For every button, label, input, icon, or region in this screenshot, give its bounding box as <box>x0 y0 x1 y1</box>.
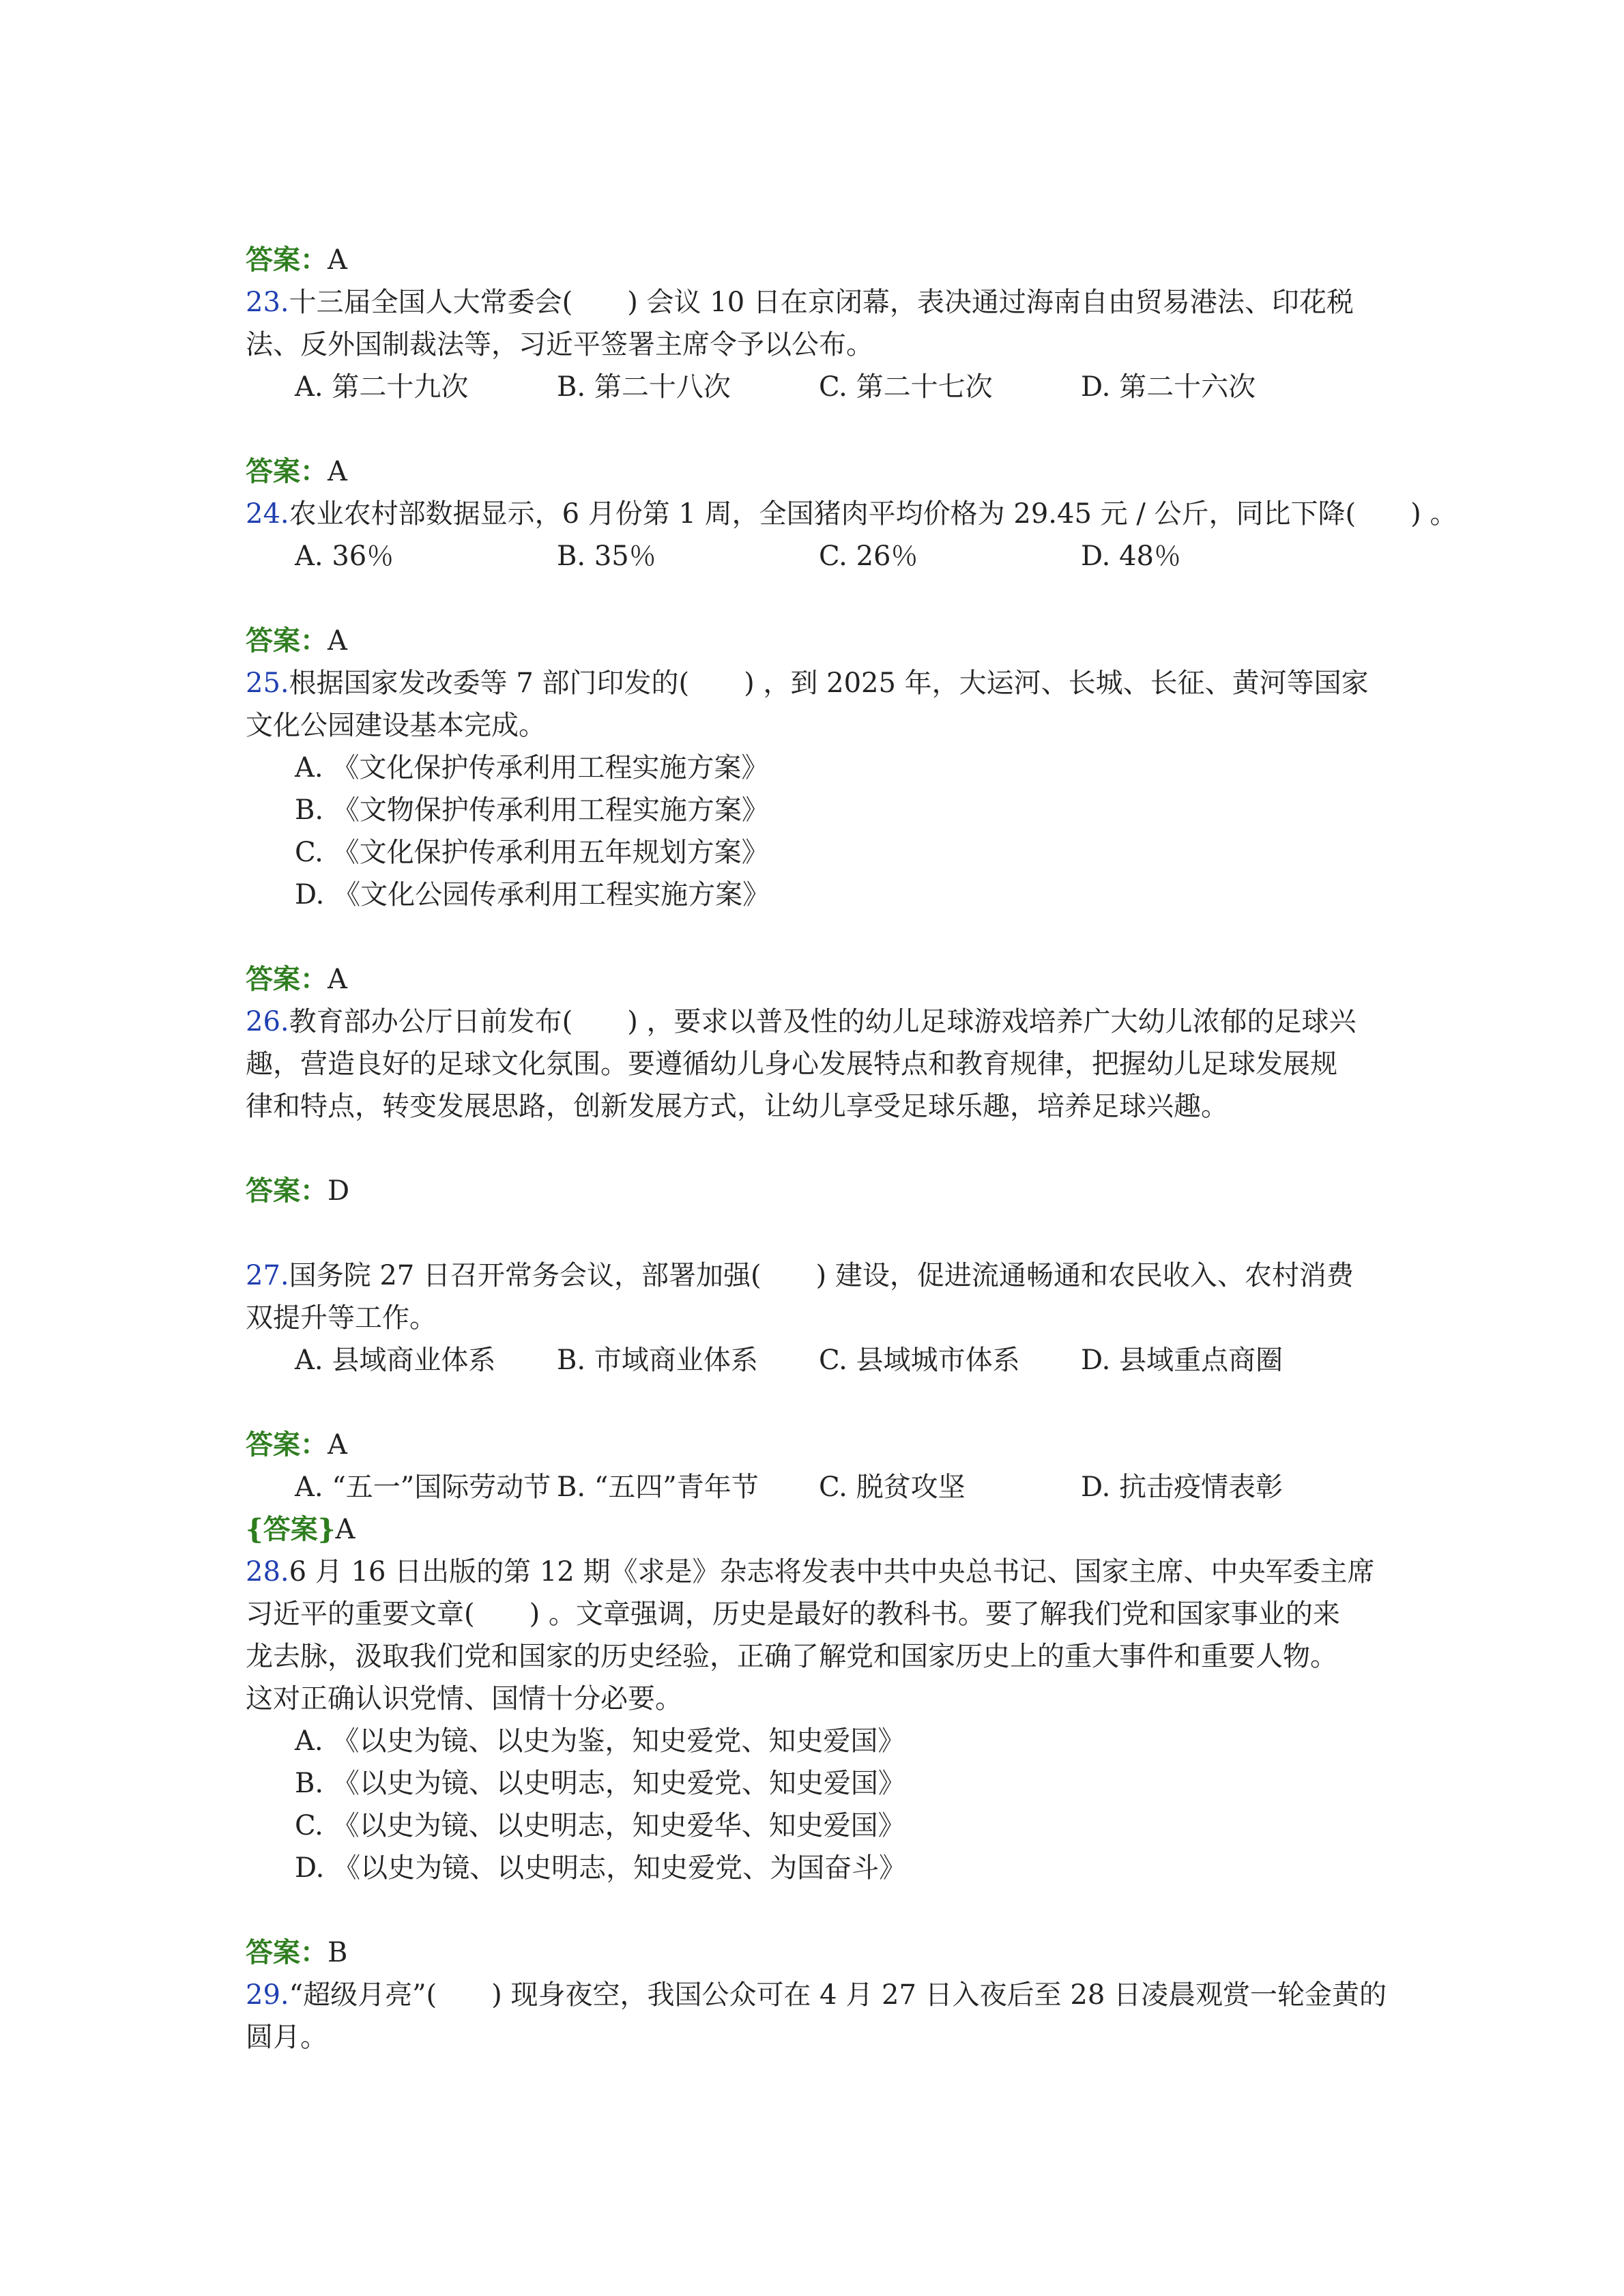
answer-line <box>246 1508 1474 1551</box>
answer-label: {答案} <box>246 1513 336 1545</box>
answer-value: A <box>335 1514 356 1545</box>
question-line <box>246 1297 1474 1339</box>
option-a: A. “五一”国际劳动节 <box>295 1472 551 1503</box>
option-a: A. 《以史为镜、以史为鉴，知史爱党、知史爱国》 <box>295 1725 905 1757</box>
question-line <box>246 2016 1474 2058</box>
question-number: 29. <box>246 1979 289 2011</box>
question-text: 双提升等工作。 <box>246 1302 437 1334</box>
question-line <box>246 662 1474 704</box>
option-a: A. 《文化保护传承利用工程实施方案》 <box>295 752 769 784</box>
option-b: B. “五四”青年节 <box>557 1472 759 1503</box>
question-line <box>246 1043 1474 1085</box>
spacer <box>246 408 1474 450</box>
question-number: 25. <box>246 668 289 699</box>
question-line <box>246 281 1474 324</box>
option-c: C. 县域城市体系 <box>819 1345 1020 1376</box>
answer-line <box>246 239 1474 281</box>
answer-label: 答案： <box>246 1429 328 1461</box>
options-row <box>246 1466 1474 1508</box>
question-line <box>246 1974 1474 2016</box>
option-b: B. 第二十八次 <box>557 371 731 403</box>
question-text: 教育部办公厅日前发布( ) ，要求以普及性的幼儿足球游戏培养广大幼儿浓郁的足球兴 <box>289 1006 1357 1037</box>
option-c: C. 《文化保护传承利用五年规划方案》 <box>295 837 769 868</box>
option-b: B. 《以史为镜、以史明志，知史爱党、知史爱国》 <box>295 1768 905 1799</box>
answer-label: 答案： <box>246 1936 328 1968</box>
option-a: A. 第二十九次 <box>295 371 469 403</box>
option-d: D. 抗击疫情表彰 <box>1081 1472 1284 1503</box>
question-text: 龙去脉，汲取我们党和国家的历史经验，正确了解党和国家历史上的重大事件和重要人物。 <box>246 1641 1337 1672</box>
question-number: 24. <box>246 498 289 530</box>
spacer <box>246 916 1474 958</box>
option-c: C. 《以史为镜、以史明志，知史爱华、知史爱国》 <box>295 1810 905 1841</box>
options-row <box>246 1339 1474 1381</box>
question-text: 国务院 27 日召开常务会议，部署加强( ) 建设，促进流通畅通和农民收入、农村消费 <box>289 1260 1354 1291</box>
option-b: B. 《文物保护传承利用工程实施方案》 <box>295 794 769 826</box>
question-text: 律和特点，转变发展思路，创新发展方式，让幼儿享受足球乐趣，培养足球兴趣。 <box>246 1091 1228 1122</box>
spacer <box>246 1212 1474 1254</box>
option-d: D. 《以史为镜、以史明志，知史爱党、为国奋斗》 <box>295 1852 907 1884</box>
spacer <box>246 1128 1474 1170</box>
option-d: D. 48％ <box>1081 541 1181 572</box>
answer-line <box>246 450 1474 493</box>
answer-label: 答案： <box>246 963 328 995</box>
question-text: 文化公园建设基本完成。 <box>246 710 546 741</box>
spacer <box>246 1889 1474 1932</box>
question-line <box>246 1001 1474 1043</box>
question-text: 根据国家发改委等 7 部门印发的( ) ，到 2025 年，大运河、长城、长征、黄河等国家 <box>289 668 1369 699</box>
option-c: C. 26％ <box>819 541 918 572</box>
question-text: “超级月亮”( ) 现身夜空，我国公众可在 4 月 27 日入夜后至 28 日凌晨观赏一轮金黄的 <box>289 1979 1387 2011</box>
option-b: B. 35％ <box>557 541 656 572</box>
answer-line <box>246 1170 1474 1212</box>
option-a: A. 县域商业体系 <box>295 1345 496 1376</box>
question-line <box>246 1551 1474 1593</box>
answer-line <box>246 958 1474 1001</box>
answer-value: B <box>328 1937 348 1968</box>
question-line <box>246 1085 1474 1128</box>
option-d: D. 《文化公园传承利用工程实施方案》 <box>295 879 770 910</box>
question-text: 圆月。 <box>246 2022 328 2053</box>
answer-label: 答案： <box>246 244 328 276</box>
spacer <box>246 577 1474 620</box>
answer-label: 答案： <box>246 625 328 657</box>
options-row <box>246 535 1474 577</box>
options-row <box>246 366 1474 408</box>
question-text: 法、反外国制裁法等，习近平签署主席令予以公布。 <box>246 329 873 360</box>
answer-value: A <box>328 1429 347 1461</box>
question-text: 6 月 16 日出版的第 12 期《求是》杂志将发表中共中央总书记、国家主席、中央军委主席 <box>289 1556 1375 1588</box>
answer-line <box>246 1932 1474 1974</box>
question-line <box>246 704 1474 747</box>
question-number: 28. <box>246 1556 289 1588</box>
option-c: C. 第二十七次 <box>819 371 993 403</box>
question-line <box>246 1635 1474 1678</box>
answer-value: D <box>328 1175 350 1207</box>
question-text: 农业农村部数据显示，6 月份第 1 周，全国猪肉平均价格为 29.45 元 / 公斤，同比下降( ) 。 <box>289 498 1458 530</box>
answer-value: A <box>328 456 347 487</box>
question-line <box>246 324 1474 366</box>
answer-value: A <box>328 244 347 276</box>
answer-line <box>246 1424 1474 1466</box>
question-number: 27. <box>246 1260 289 1291</box>
question-text: 十三届全国人大常委会( ) 会议 10 日在京闭幕，表决通过海南自由贸易港法、印花税 <box>289 287 1354 318</box>
answer-value: A <box>328 964 347 995</box>
question-number: 23. <box>246 287 289 318</box>
answer-label: 答案： <box>246 455 328 487</box>
question-text: 这对正确认识党情、国情十分必要。 <box>246 1683 682 1714</box>
question-line <box>246 1254 1474 1297</box>
answer-label: 答案： <box>246 1175 328 1207</box>
question-text: 趣，营造良好的足球文化氛围。要遵循幼儿身心发展特点和教育规律，把握幼儿足球发展规 <box>246 1048 1337 1080</box>
option-d: D. 第二十六次 <box>1081 371 1256 403</box>
answer-line <box>246 620 1474 662</box>
question-line <box>246 1678 1474 1720</box>
option-d: D. 县域重点商圈 <box>1081 1345 1284 1376</box>
answer-value: A <box>328 625 347 657</box>
question-number: 26. <box>246 1006 289 1037</box>
question-line <box>246 493 1474 535</box>
option-a: A. 36％ <box>295 541 394 572</box>
option-b: B. 市域商业体系 <box>557 1345 758 1376</box>
option-c: C. 脱贫攻坚 <box>819 1472 966 1503</box>
exam-page <box>246 239 1474 2058</box>
question-text: 习近平的重要文章( ) 。文章强调，历史是最好的教科书。要了解我们党和国家事业的来 <box>246 1598 1340 1630</box>
spacer <box>246 1381 1474 1424</box>
question-line <box>246 1593 1474 1635</box>
